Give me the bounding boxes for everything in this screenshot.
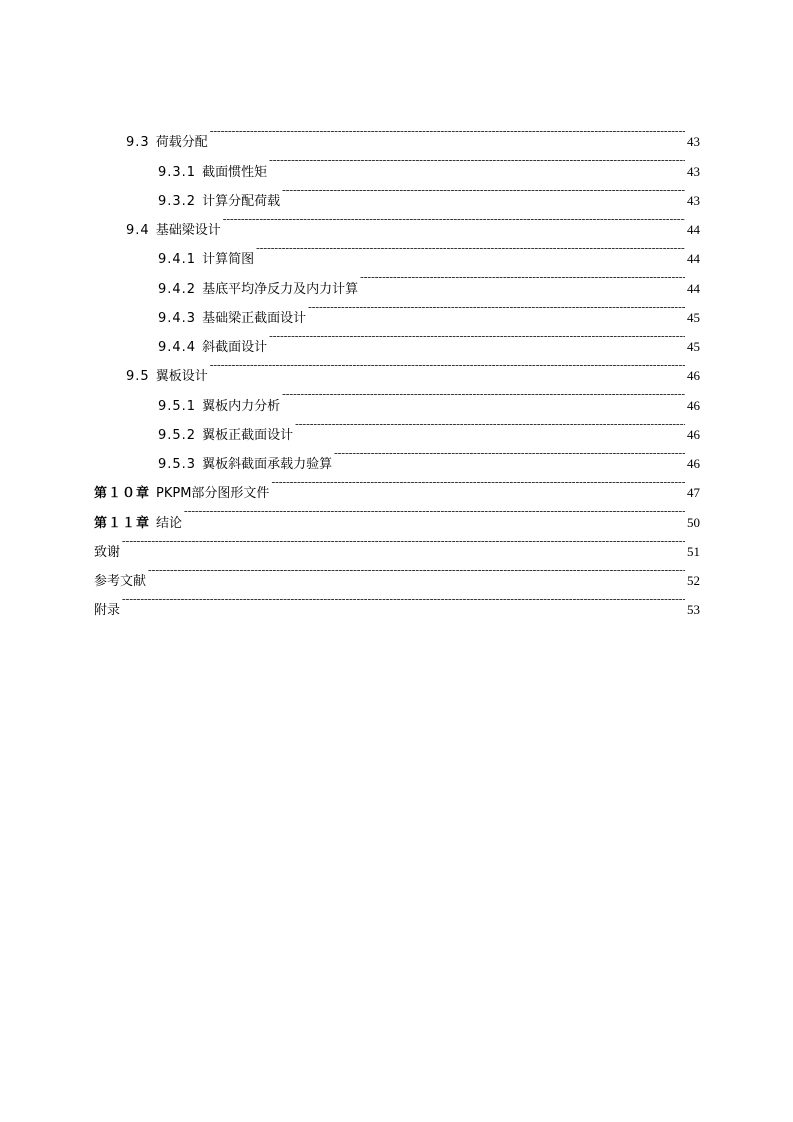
toc-entry-title: PKPM部分图形文件 bbox=[156, 486, 270, 502]
toc-entry-page: 50 bbox=[687, 514, 700, 530]
toc-entry-number: 9.4.3 bbox=[158, 310, 197, 326]
toc-leader-dots bbox=[210, 351, 685, 380]
toc-entry-number: 9.3.2 bbox=[158, 193, 197, 209]
toc-entry-number: 9.4.1 bbox=[158, 252, 197, 268]
toc-entry-page: 46 bbox=[687, 397, 700, 413]
toc-entry-page: 45 bbox=[687, 309, 700, 325]
toc-entry-title: 参考文献 bbox=[94, 574, 147, 589]
toc-leader-dots bbox=[184, 497, 685, 526]
toc-leader-dots bbox=[271, 468, 685, 497]
toc-entry-title: 斜截面设计 bbox=[202, 340, 268, 355]
toc-entry-page: 43 bbox=[687, 134, 700, 150]
toc-entry-page: 47 bbox=[687, 485, 700, 501]
toc-entry-number: 9.4.4 bbox=[158, 340, 197, 355]
toc-entry-page: 43 bbox=[687, 192, 700, 208]
toc-entry-page: 46 bbox=[687, 456, 700, 471]
toc-entry-number: 9.5.3 bbox=[158, 457, 197, 472]
toc-entry-page: 46 bbox=[687, 426, 700, 442]
toc-entry-title: 致谢 bbox=[94, 544, 121, 560]
toc-entry-title: 计算分配荷载 bbox=[202, 193, 281, 209]
toc-entry-page: 45 bbox=[687, 339, 700, 354]
toc-entry-number: 9.5.1 bbox=[158, 398, 197, 414]
table-of-contents bbox=[94, 117, 700, 619]
toc-entry-section[interactable] bbox=[94, 527, 700, 560]
toc-leader-dots bbox=[269, 146, 685, 175]
toc-entry-title: 结论 bbox=[156, 515, 183, 531]
toc-leader-dots bbox=[282, 176, 685, 205]
toc-leader-dots bbox=[360, 263, 685, 292]
toc-entry-title: 基底平均净反力及内力计算 bbox=[202, 281, 359, 297]
toc-leader-dots bbox=[122, 585, 685, 614]
toc-entry-number: 9.5 bbox=[126, 369, 150, 385]
toc-entry-number: 9.3 bbox=[126, 135, 150, 151]
toc-entry-number: 9.3.1 bbox=[158, 164, 197, 180]
toc-entry-page: 44 bbox=[687, 222, 700, 237]
toc-entry-number: 9.4.2 bbox=[158, 281, 197, 297]
toc-entry-title: 截面惯性矩 bbox=[202, 164, 268, 180]
toc-entry-title: 翼板设计 bbox=[155, 369, 208, 385]
toc-leader-dots bbox=[256, 234, 685, 263]
toc-leader-dots bbox=[295, 410, 685, 439]
toc-entry-title: 翼板内力分析 bbox=[202, 398, 281, 414]
toc-entry-number: 第１１章 bbox=[94, 515, 151, 531]
toc-leader-dots bbox=[122, 527, 685, 556]
toc-leader-dots bbox=[269, 322, 685, 351]
toc-entry-page: 44 bbox=[687, 280, 700, 296]
toc-entry-number: 9.4 bbox=[126, 223, 150, 238]
toc-entry-page: 51 bbox=[687, 543, 700, 559]
toc-entry-title: 荷载分配 bbox=[155, 135, 208, 151]
toc-entry-title: 基础梁设计 bbox=[155, 223, 221, 238]
toc-entry-page: 44 bbox=[687, 251, 700, 267]
toc-leader-dots bbox=[210, 117, 685, 146]
toc-leader-dots bbox=[223, 205, 685, 234]
toc-entry-chapter[interactable] bbox=[94, 497, 700, 531]
toc-entry-number: 9.5.2 bbox=[158, 427, 197, 443]
toc-entry-title: 计算简图 bbox=[202, 252, 255, 268]
toc-entry-page: 52 bbox=[687, 573, 700, 588]
toc-leader-dots bbox=[148, 556, 685, 585]
toc-entry-title: 翼板斜截面承载力验算 bbox=[202, 457, 333, 472]
toc-entry-section[interactable] bbox=[94, 556, 700, 589]
toc-entry-page: 53 bbox=[687, 602, 700, 618]
toc-entry-title: 翼板正截面设计 bbox=[202, 427, 294, 443]
toc-leader-dots bbox=[282, 380, 685, 409]
toc-leader-dots bbox=[334, 439, 685, 468]
toc-entry-title: 附录 bbox=[94, 603, 121, 619]
toc-leader-dots bbox=[308, 293, 685, 322]
toc-entry-number: 第１０章 bbox=[94, 486, 151, 502]
toc-entry-page: 43 bbox=[687, 163, 700, 179]
toc-entry-section[interactable] bbox=[94, 585, 700, 619]
toc-entry[interactable] bbox=[94, 117, 700, 151]
toc-entry-title: 基础梁正截面设计 bbox=[202, 310, 307, 326]
toc-entry-page: 46 bbox=[687, 368, 700, 384]
